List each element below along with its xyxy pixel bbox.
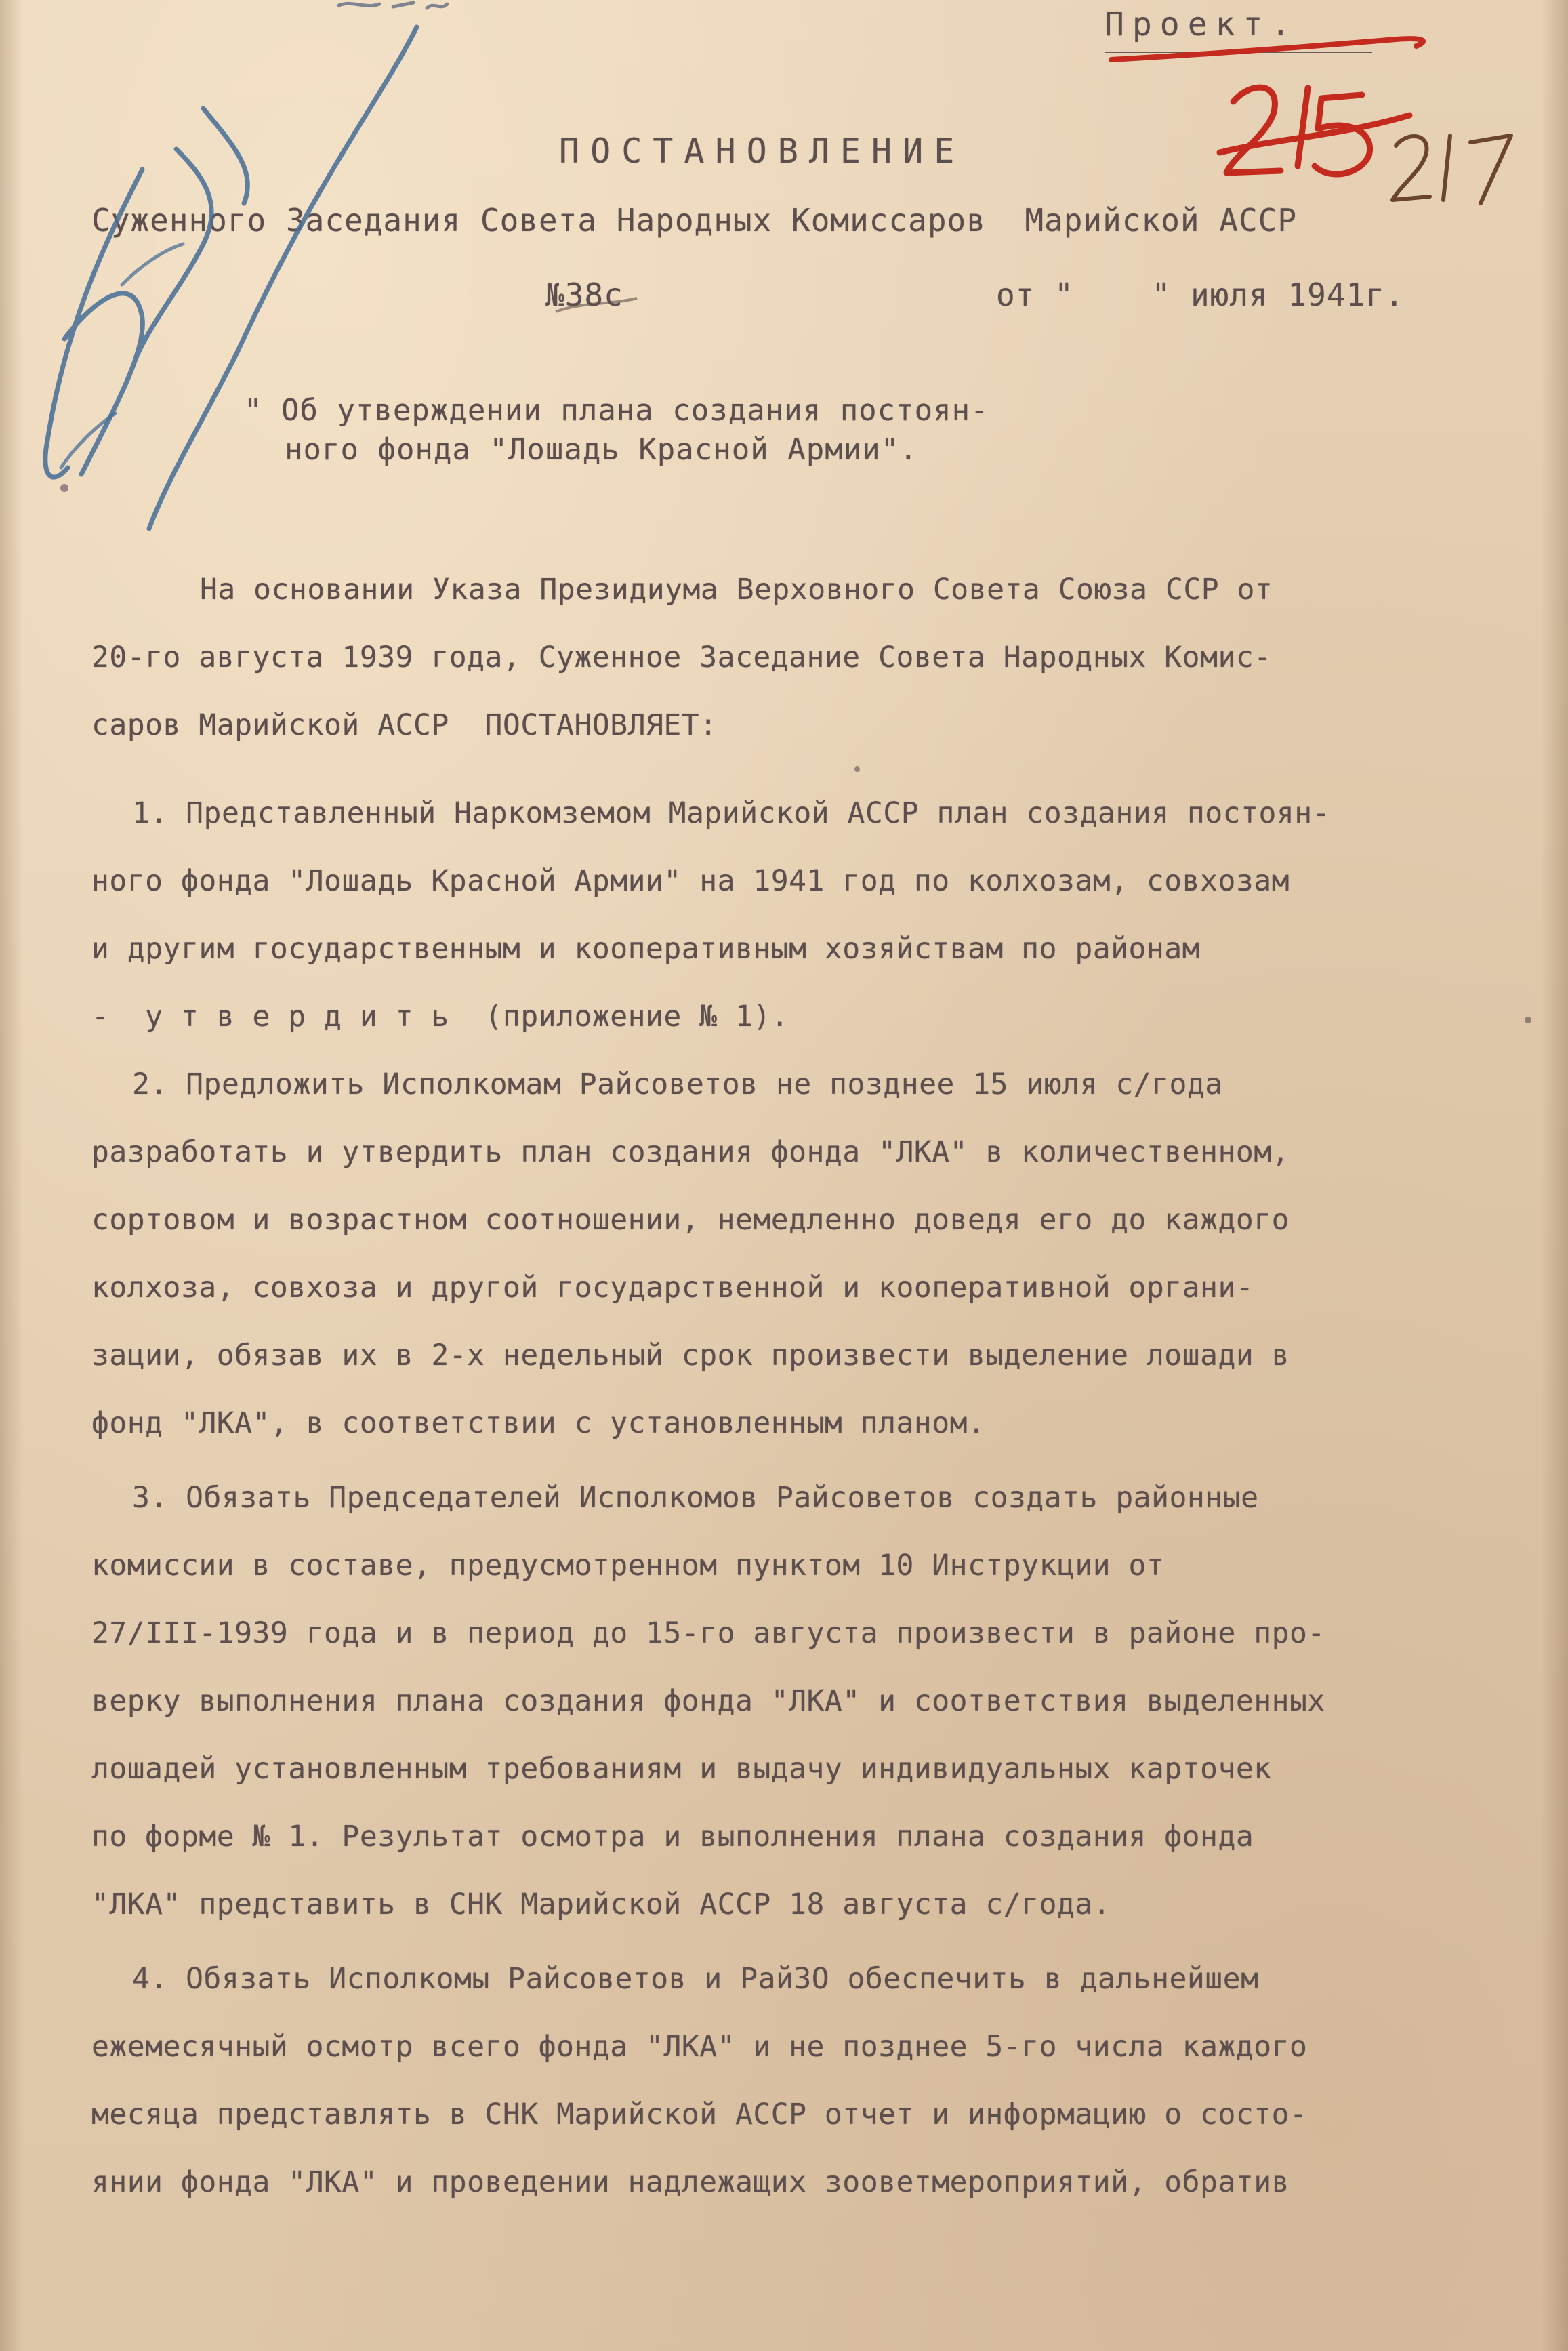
body-line: 2. Предложить Исполкомам Райсоветов не позднее 15 июля с/года — [132, 1067, 1223, 1101]
body-line: и другим государственным и кооперативным хозяйствам по районам — [91, 932, 1201, 966]
body-line: 3. Обязать Председателей Исполкомов Райсоветов создать районные — [132, 1481, 1259, 1515]
paper-spot — [60, 484, 68, 492]
red-number-strike — [1220, 115, 1409, 152]
body-line: саров Марийской АССР ПОСТАНОВЛЯЕТ: — [91, 708, 718, 742]
body-line: 1. Представленный Наркомземом Марийской АССР план создания постоян- — [132, 796, 1331, 830]
body-line: фонд "ЛКА", в соответствии с установленным планом. — [91, 1406, 986, 1440]
blue-pencil-flourish — [61, 244, 183, 468]
red-number-215-digits — [1226, 87, 1370, 174]
body-line: месяца представлять в СНК Марийской АССР отчет и информацию о состо- — [91, 2098, 1308, 2131]
draft-label: Проект. — [1105, 5, 1299, 43]
body-line: сортовом и возрастном соотношении, немедленно доведя его до каждого — [91, 1203, 1290, 1237]
body-line: "ЛКА" представить в СНК Марийской АССР 18 августа с/года. — [91, 1887, 1111, 1921]
paper-spot — [1525, 1017, 1531, 1023]
document-number: №38с — [545, 277, 623, 313]
document-title: ПОСТАНОВЛЕНИЕ — [559, 131, 966, 171]
paper-edge-right — [1541, 0, 1568, 2351]
body-line: 20-го августа 1939 года, Суженное Заседание Совета Народных Комис- — [91, 640, 1272, 674]
body-line: комиссии в составе, предусмотренном пунктом 10 Инструкции от — [91, 1549, 1165, 1582]
body-line: ного фонда "Лошадь Красной Армии" на 1941 год по колхозам, совхозам — [91, 864, 1290, 898]
paper-spot — [854, 766, 860, 772]
body-line: 27/III-1939 года и в период до 15-го августа произвести в районе про- — [91, 1616, 1325, 1650]
subject-line-1: " Об утверждении плана создания постоян- — [244, 393, 989, 428]
paper-edge-left — [0, 0, 23, 2351]
body-line: верку выполнения плана создания фонда "ЛКА" и соответствия выделенных — [91, 1684, 1325, 1718]
body-line: по форме № 1. Результат осмотра и выполнения плана создания фонда — [91, 1820, 1254, 1854]
body-line: разработать и утвердить план создания фонда "ЛКА" в количественном, — [91, 1135, 1290, 1169]
body-line: 4. Обязать Исполкомы Райсоветов и РайЗО обеспечить в дальнейшем — [132, 1962, 1259, 1996]
document-date: от " " июля 1941г. — [996, 277, 1405, 313]
body-line: зации, обязав их в 2-х недельный срок произвести выделение лошади в — [91, 1338, 1290, 1372]
body-line: янии фонда "ЛКА" и проведении надлежащих зооветмероприятий, обратив — [91, 2165, 1290, 2199]
subject-line-2: ного фонда "Лошадь Красной Армии". — [285, 432, 918, 467]
body-line: - у т в е р д и т ь (приложение № 1). — [91, 1000, 789, 1034]
body-line: лошадей установленным требованиям и выдачу индивидуальных карточек — [91, 1752, 1272, 1786]
draft-label-underline — [1105, 52, 1372, 53]
body-line: ежемесячный осмотр всего фонда "ЛКА" и не позднее 5-го числа каждого — [91, 2030, 1308, 2064]
body-line: На основании Указа Президиума Верховного Совета Союза ССР от — [200, 573, 1273, 607]
top-edge-ink-mark — [339, 3, 447, 8]
brown-number-217 — [1392, 136, 1511, 203]
document-subtitle: Суженного Заседания Совета Народных Комиссаров Марийской АССР — [91, 202, 1298, 239]
body-line: колхоза, совхоза и другой государственной и кооперативной органи- — [91, 1271, 1254, 1305]
